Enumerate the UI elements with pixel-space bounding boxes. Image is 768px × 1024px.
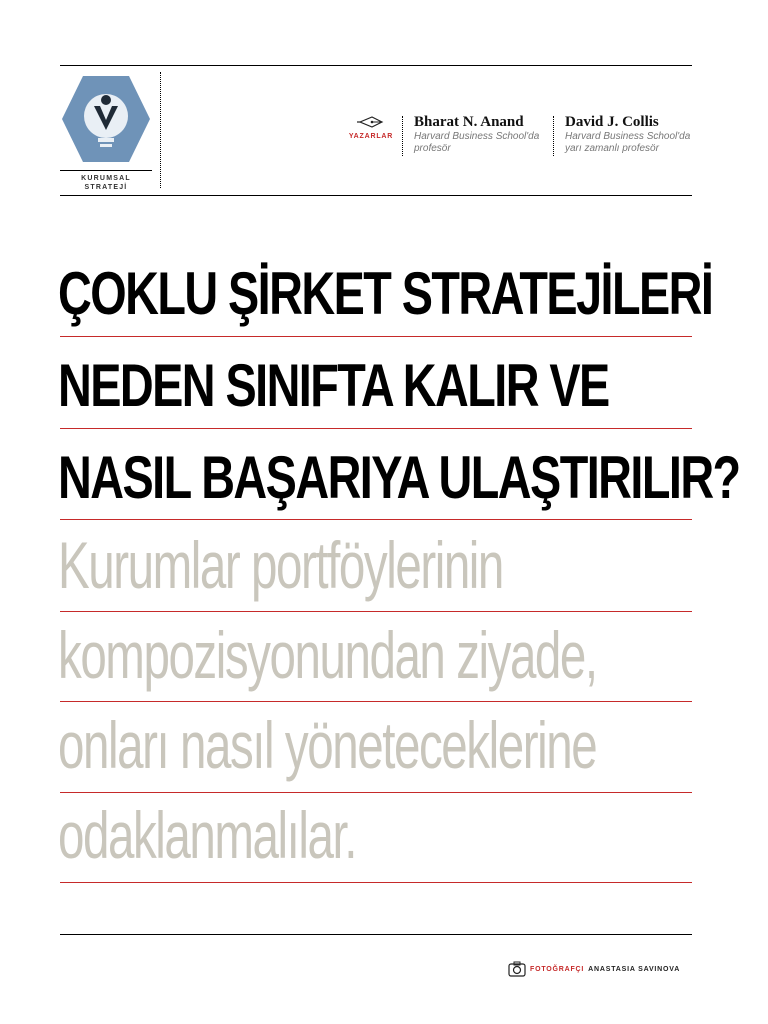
subtitle-line-2: kompozisyonundan ziyade, (58, 618, 597, 692)
section-label-line1: KURUMSAL (81, 175, 131, 182)
author-role: Harvard Business School'da profesör (414, 131, 540, 154)
authors-divider-1 (402, 116, 403, 156)
section-logo (60, 70, 152, 190)
photographer-label: FOTOĞRAFÇI (530, 965, 585, 973)
logo-divider (160, 72, 161, 188)
section-label-line2: STRATEJİ (84, 184, 128, 191)
title-line-2: NEDEN SINIFTA KALIR VE (58, 352, 609, 419)
title-line-3: NASIL BAŞARIYA ULAŞTIRILIR? (58, 444, 740, 511)
subtitle-rule-4 (60, 882, 692, 883)
authors-label-text: YAZARLAR (348, 133, 394, 140)
footer-rule (60, 934, 692, 935)
subtitle-line-4: odaklanmalılar. (58, 798, 357, 872)
author-name: David J. Collis (565, 114, 659, 130)
top-rule (60, 65, 692, 66)
subtitle-rule-3 (60, 792, 692, 793)
author-1 (414, 114, 554, 155)
subtitle-line-1: Kurumlar portföylerinin (58, 528, 503, 602)
author-name: Bharat N. Anand (414, 114, 524, 130)
photo-credit (508, 960, 680, 978)
authors-label (346, 114, 396, 140)
author-role: Harvard Business School'da yarı zamanlı profesör (565, 131, 691, 154)
subtitle-line-3: onları nasıl yöneteceklerine (58, 708, 597, 782)
photographer-name: ANASTASIA SAVINOVA (588, 965, 681, 973)
fountain-pen-icon (357, 114, 385, 130)
strategy-hexagon-icon (60, 72, 152, 166)
title-rule-3 (60, 519, 692, 520)
title-rule-2 (60, 428, 692, 429)
section-logo-label (60, 170, 152, 192)
subtitle-rule-1 (60, 611, 692, 612)
title-rule-1 (60, 336, 692, 337)
header-rule (60, 195, 692, 196)
camera-icon (508, 960, 526, 978)
author-2 (565, 114, 695, 155)
authors-divider-2 (553, 116, 554, 156)
title-line-1: ÇOKLU ŞİRKET STRATEJİLERİ (58, 260, 713, 327)
subtitle-rule-2 (60, 701, 692, 702)
